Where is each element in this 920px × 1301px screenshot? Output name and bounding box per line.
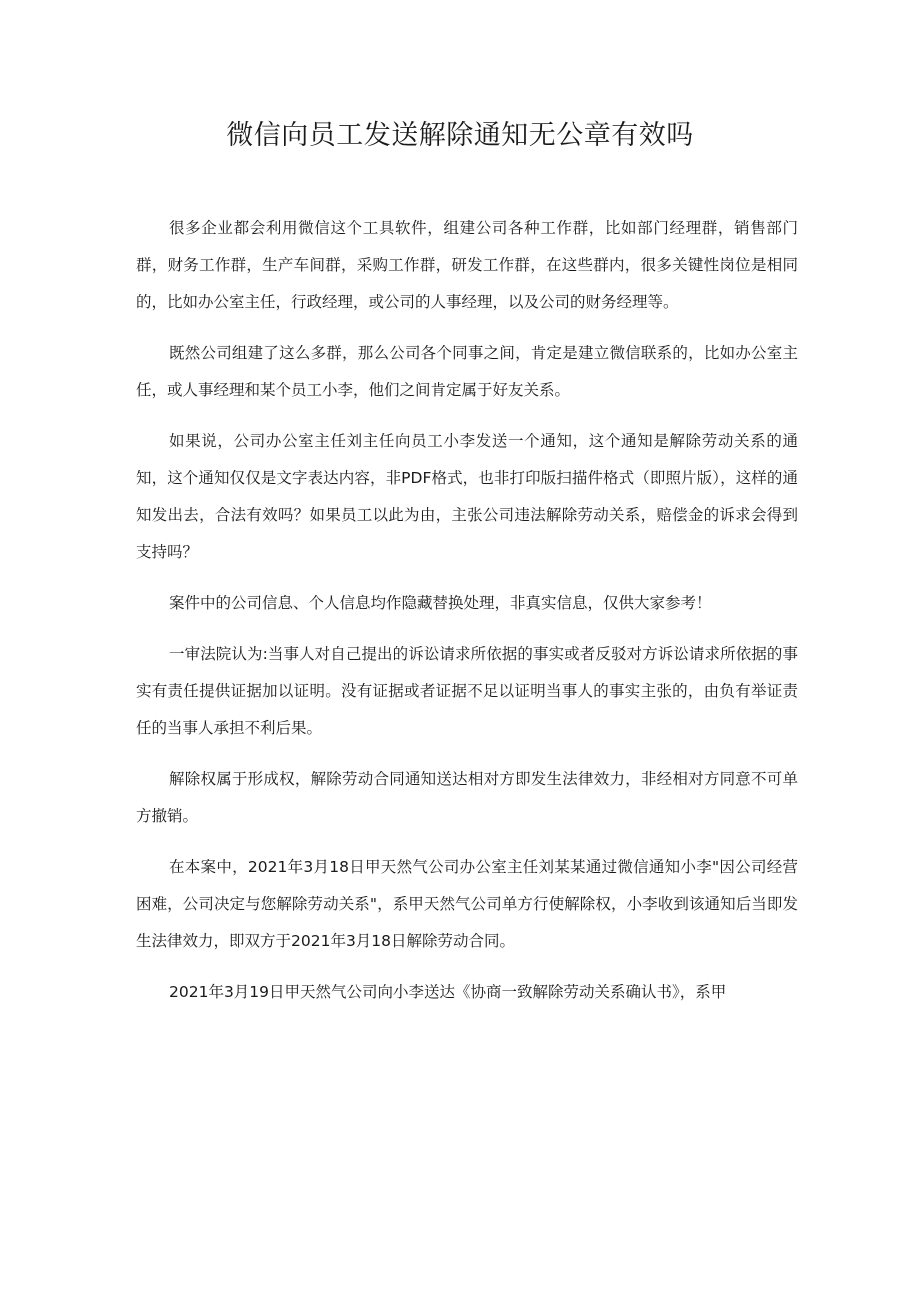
paragraph-1: 很多企业都会利用微信这个工具软件，组建公司各种工作群，比如部门经理群，销售部门群，财务工作群，生产车间群，采购工作群，研发工作群，在这些群内，很多关键性岗位是相同的，比如办公室主任，行政经理，或公司的人事经理，以及公司的财务经理等。 [136, 219, 798, 311]
paragraph-8: 2021年3月19日甲天然气公司向小李送达《协商一致解除劳动关系确认书》，系甲 [169, 983, 727, 1001]
paragraph-7: 在本案中，2021年3月18日甲天然气公司办公室主任刘某某通过微信通知小李"因公司经营困难，公司决定与您解除劳动关系"，系甲天然气公司单方行使解除权，小李收到该通知后当即发生法律效力，即双方于2021年3月18日解除劳动合同。 [136, 858, 798, 950]
document-body [136, 210, 798, 1025]
paragraph-4: 案件中的公司信息、个人信息均作隐藏替换处理，非真实信息，仅供大家参考！ [169, 594, 712, 612]
document-title: 微信向员工发送解除通知无公章有效吗 [226, 120, 694, 151]
paragraph-3: 如果说，公司办公室主任刘主任向员工小李发送一个通知，这个通知是解除劳动关系的通知，这个通知仅仅是文字表达内容，非PDF格式，也非打印版扫描件格式（即照片版），这样的通知发出去，合法有效吗？如果员工以此为由，主张公司违法解除劳动关系，赔偿金的诉求会得到支持吗？ [136, 432, 798, 561]
paragraph-6: 解除权属于形成权，解除劳动合同通知送达相对方即发生法律效力，非经相对方同意不可单方撤销。 [136, 770, 798, 825]
paragraph-5: 一审法院认为:当事人对自己提出的诉讼请求所依据的事实或者反驳对方诉讼请求所依据的事实有责任提供证据加以证明。没有证据或者证据不足以证明当事人的事实主张的，由负有举证责任的当事人承担不利后果。 [136, 645, 798, 737]
paragraph-2: 既然公司组建了这么多群，那么公司各个同事之间，肯定是建立微信联系的，比如办公室主任，或人事经理和某个员工小李，他们之间肯定属于好友关系。 [136, 344, 798, 399]
